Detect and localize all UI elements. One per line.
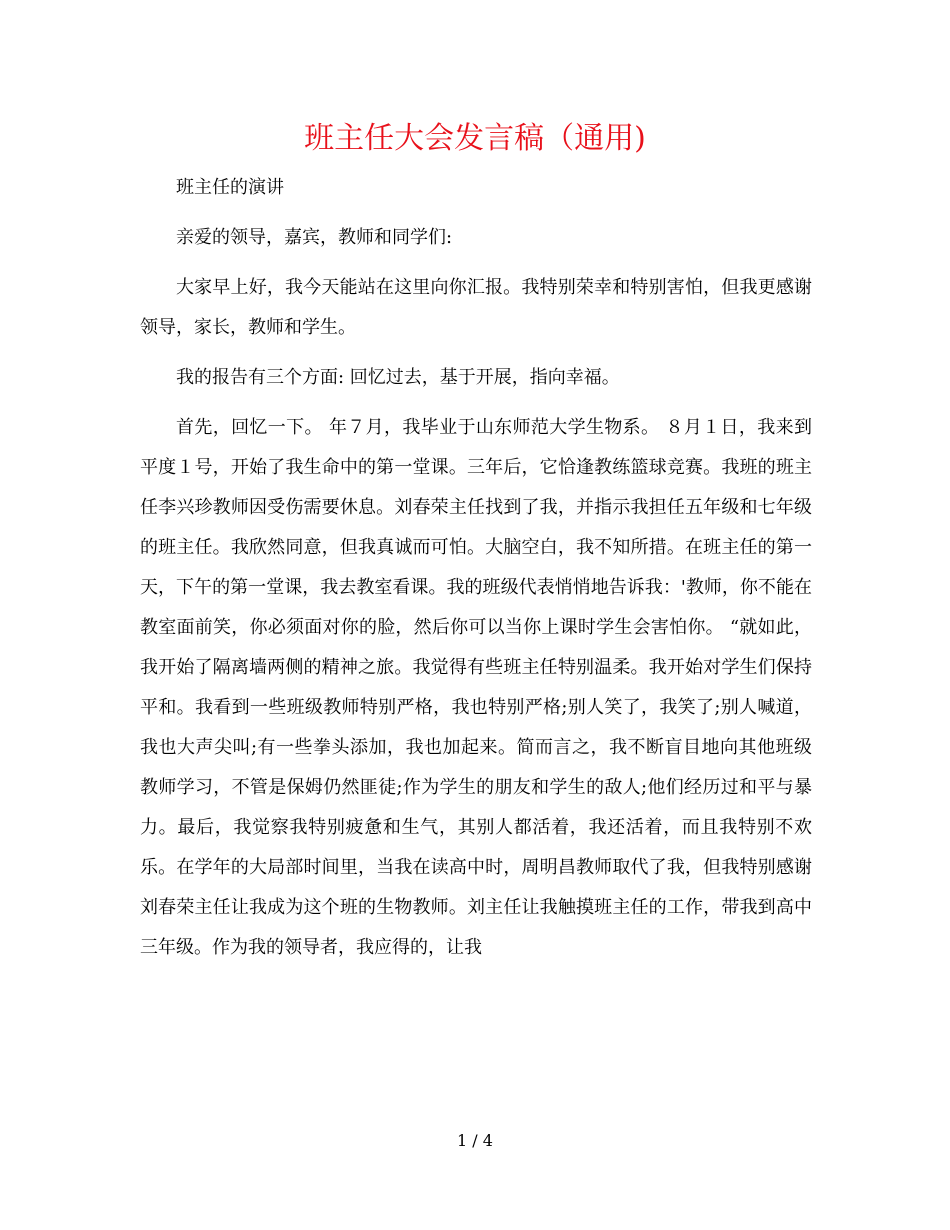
report-outline-paragraph: 我的报告有三个方面: 回忆过去，基于开展，指向幸福。 xyxy=(176,367,620,388)
salutation: 亲爱的领导，嘉宾，教师和同学们: xyxy=(176,227,453,248)
greeting-paragraph: 大家早上好，我今天能站在这里向你汇报。我特别荣幸和特别害怕，但我更感谢领导，家长，教师和学生。 xyxy=(140,277,812,338)
speech-heading: 班主任的演讲 xyxy=(176,177,284,198)
document-body xyxy=(140,168,812,968)
recollection-paragraph: 首先，回忆一下。 年７月，我毕业于山东师范大学生物系。 ８月１日，我来到平度１号，开始了我生命中的第一堂课。三年后，它恰逢教练篮球竞赛。我班的班主任李兴珍教师因受伤需要休息。刘春荣主任找到了我，并指示我担任五年级和七年级的班主任。我欣然同意，但我真诚而可怕。大脑空白，我不知所措。在班主任的第一天，下午的第一堂课，我去教室看课。我的班级代表悄悄地告诉我：'教师，你不能在教室面前笑，你必须面对你的脸，然后你可以当你上课时学生会害怕你。 “就如此，我开始了隔离墙两侧的精神之旅。我觉得有些班主任特别温柔。我开始对学生们保持平和。我看到一些班级教师特别严格，我也特别严格;别人笑了，我笑了;别人喊道，我也大声尖叫;有一些拳头添加，我也加起来。简而言之，我不断盲目地向其他班级教师学习，不管是保姆仍然匪徒;作为学生的朋友和学生的敌人;他们经历过和平与暴力。最后，我觉察我特别疲惫和生气，其别人都活着，我还活着，而且我特别不欢乐。在学年的大局部时间里，当我在读高中时，周明昌教师取代了我，但我特别感谢刘春荣主任让我成为这个班的生物教师。刘主任让我触摸班主任的工作，带我到高中三年级。作为我的领导者，我应得的，让我 xyxy=(140,417,812,958)
page-number: 1 / 4 xyxy=(457,1131,493,1150)
document-title: 班主任大会发言稿（通用) xyxy=(304,121,646,156)
